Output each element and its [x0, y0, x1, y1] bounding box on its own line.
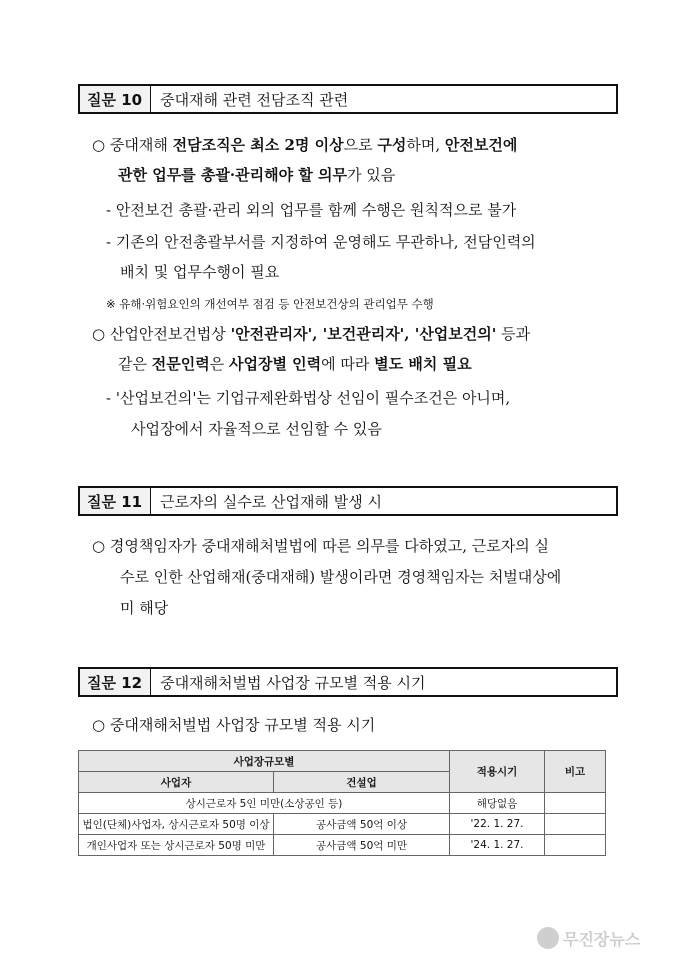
header-construction: 건설업 — [274, 772, 450, 793]
bullet-circle: ○ — [92, 136, 106, 154]
q12-label: 질문 12 — [80, 669, 151, 695]
bold-text: 안전보건에 — [444, 136, 518, 154]
q10-dash2-line1: - 기존의 안전총괄부서를 지정하여 운영해도 무관하나, 전담인력의 — [106, 233, 536, 251]
cell-note — [545, 835, 606, 856]
q12-line1: ○ 중대재해처벌법 사업장 규모별 적용 시기 — [92, 716, 376, 734]
q10-dash3-line2: 사업장에서 자율적으로 선임할 수 있음 — [131, 420, 382, 438]
table-row — [79, 793, 606, 814]
table-row — [79, 835, 606, 856]
text: 등과 — [496, 325, 531, 343]
text: 하며, — [406, 136, 445, 154]
q10-label: 질문 10 — [80, 86, 151, 112]
header-note: 비고 — [545, 751, 606, 793]
watermark — [537, 920, 672, 956]
q10-header — [78, 84, 618, 114]
bold-text: 전담조직은 최소 2명 이상 — [172, 136, 344, 154]
bold-text: 전문인력 — [151, 355, 210, 373]
q10-dash3-line1: - '산업보건의'는 기업규제완화법상 선임이 필수조건은 아니며, — [106, 389, 511, 407]
q10-bullet1-line2 — [118, 164, 395, 185]
q10-bullet1-line1 — [92, 134, 517, 155]
q10-note: ※ 유해·위험요인의 개선여부 점검 등 안전보건상의 관리업무 수행 — [106, 297, 434, 311]
cell-merged: 상시근로자 5인 미만(소상공인 등) — [79, 793, 450, 814]
q10-dash1: - 안전보건 총괄·관리 외의 업무를 함께 수행은 원칙적으로 불가 — [106, 201, 517, 219]
size-application-table — [78, 750, 606, 856]
header-date: 적용시기 — [450, 751, 545, 793]
watermark-logo-icon — [537, 927, 559, 949]
q12-header — [78, 667, 618, 697]
table-header-row — [79, 751, 606, 772]
bold-text: 별도 배치 필요 — [374, 355, 472, 373]
q10-dash2-line2: 배치 및 업무수행이 필요 — [120, 263, 280, 281]
q11-line2: 수로 인한 산업해재(중대재해) 발생이라면 경영책임자는 처벌대상에 — [120, 568, 562, 586]
bullet-circle: ○ — [92, 325, 106, 343]
q11-header — [78, 486, 618, 516]
cell-business: 개인사업자 또는 상시근로자 50명 미만 — [79, 835, 274, 856]
header-business: 사업자 — [79, 772, 274, 793]
text: 같은 — [118, 355, 152, 373]
cell-construction: 공사금액 50억 이상 — [274, 814, 450, 835]
q11-label: 질문 11 — [80, 488, 151, 514]
q11-title: 근로자의 실수로 산업재해 발생 시 — [160, 492, 383, 511]
text: 으로 — [343, 136, 378, 154]
q10-bullet2-line2 — [118, 353, 472, 374]
text: 에 따라 — [321, 355, 375, 373]
watermark-text: 무진장뉴스 — [563, 929, 641, 949]
q10-bullet2-line1 — [92, 323, 530, 344]
text: 산업안전보건법상 — [105, 325, 231, 343]
cell-date: 해당없음 — [450, 793, 545, 814]
bold-text: 관한 업무를 총괄·관리해야 할 의무 — [118, 166, 347, 184]
bold-text: 구성 — [377, 136, 407, 154]
bold-text: 사업장별 인력 — [228, 355, 322, 373]
q12-title: 중대재해처벌법 사업장 규모별 적용 시기 — [160, 673, 426, 692]
text: 중대재해 — [105, 136, 173, 154]
text: 은 — [209, 355, 229, 373]
text: 가 있음 — [346, 166, 396, 184]
q10-title: 중대재해 관련 전담조직 관련 — [160, 90, 349, 109]
cell-construction: 공사금액 50억 미만 — [274, 835, 450, 856]
table-row — [79, 814, 606, 835]
cell-business: 법인(단체)사업자, 상시근로자 50명 이상 — [79, 814, 274, 835]
bold-text: '안전관리자', '보건관리자', '산업보건의' — [230, 325, 497, 343]
q11-line3: 미 해당 — [120, 599, 169, 617]
cell-note — [545, 793, 606, 814]
header-size: 사업장규모별 — [79, 751, 450, 772]
cell-date: '22. 1. 27. — [450, 814, 545, 835]
q11-line1: ○ 경영책임자가 중대재해처벌법에 따른 의무를 다하였고, 근로자의 실 — [92, 537, 549, 555]
cell-note — [545, 814, 606, 835]
cell-date: '24. 1. 27. — [450, 835, 545, 856]
